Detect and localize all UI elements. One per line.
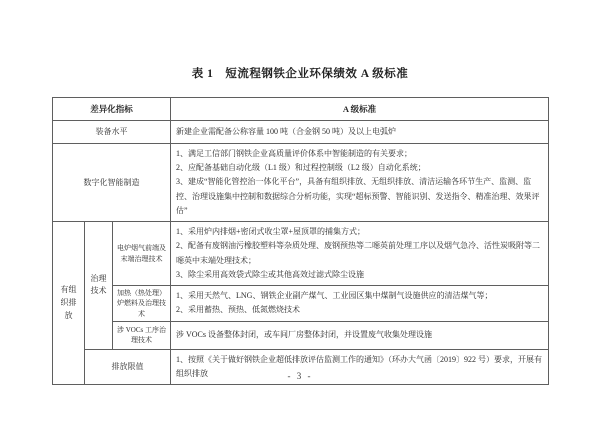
page-number: - 3 - (287, 371, 313, 381)
row-equipment-level (53, 121, 549, 144)
content-line: 1、满足工信部门钢铁企业高质量评价体系中智能制造的有关要求； (176, 149, 412, 158)
label-heating-furnace: 加热（热处理）炉燃料及治理技术 (113, 286, 171, 321)
label-treatment-technology-text: 治理技术 (90, 273, 107, 296)
header-cell-differentiated-indicator: 差异化指标 (53, 98, 171, 121)
content-line: 1、采用天然气、LNG、钢铁企业副产煤气、工业园区集中煤制气设施供应的清洁煤气等； (176, 291, 493, 301)
label-digital-smart-manufacturing: 数字化智能制造 (53, 144, 171, 222)
content-eaf-flue-gas (171, 222, 549, 286)
content-heating-furnace (171, 286, 549, 321)
table-title: 表 1 短流程钢铁企业环保绩效 A 级标准 (191, 68, 409, 80)
content-line: 新建企业需配备公称容量 100 吨（合金钢 50 吨）及以上电弧炉 (176, 126, 396, 136)
content-line: 涉 VOCs 设备整体封闭，或车间厂房整体封闭，并设置废气收集处理设施 (176, 329, 433, 339)
label-eaf-flue-gas: 电炉烟气前端及末端治理技术 (113, 222, 171, 286)
label-organized-emissions (53, 222, 85, 385)
content-line: 3、除尘采用高效袋式除尘或其他高效过滤式除尘设施 (176, 269, 364, 279)
label-organized-emissions-text: 有组织排放 (60, 284, 77, 320)
label-equipment-level: 装备水平 (53, 121, 171, 144)
row-vocs-process (53, 321, 549, 349)
label-emission-limits: 排放限值 (85, 349, 171, 384)
content-line: 3、建成“智能化管控治一体化平台”，具备有组织排放、无组织排放、清洁运输各环节生产、监测、监控、治理设施集中控制和数据综合分析功能，实现“超标预警、智能识别、发送指令、精准治理、效果评估” (176, 177, 540, 215)
label-vocs-process: 涉 VOCs 工序治理技术 (113, 321, 171, 349)
header-row (53, 98, 549, 121)
content-line: 2、应配备基础自动化级（L1 级）和过程控制级（L2 级）自动化系统； (176, 163, 426, 173)
row-heating-furnace (53, 286, 549, 321)
content-vocs-process (171, 321, 549, 349)
content-line: 2、配备有废钢油污橡胶塑料等杂质处理、废钢预热等二噁英前处理工序以及烟气急冷、活性炭吸附等二噁英中末端处理技术； (176, 241, 540, 265)
content-line: 1、采用炉内排烟+密闭式收尘罩+屋顶罩的捕集方式； (176, 227, 366, 237)
content-equipment-level (171, 121, 549, 144)
content-digital-smart-manufacturing (171, 144, 549, 222)
header-cell-a-level-standard: A 级标准 (171, 98, 549, 121)
content-line: 2、采用蓄热、预热、低氮燃烧技术 (176, 305, 300, 315)
row-digital-smart-manufacturing (53, 144, 549, 222)
row-eaf-flue-gas-treatment (53, 222, 549, 286)
a-level-standards-table (52, 97, 549, 385)
label-treatment-technology (85, 222, 113, 349)
content-line: 1、按照《关于做好钢铁企业超低排放评估监测工作的通知》（环办大气函〔2019〕922 号）要求，开展有组织排放 (176, 354, 542, 378)
